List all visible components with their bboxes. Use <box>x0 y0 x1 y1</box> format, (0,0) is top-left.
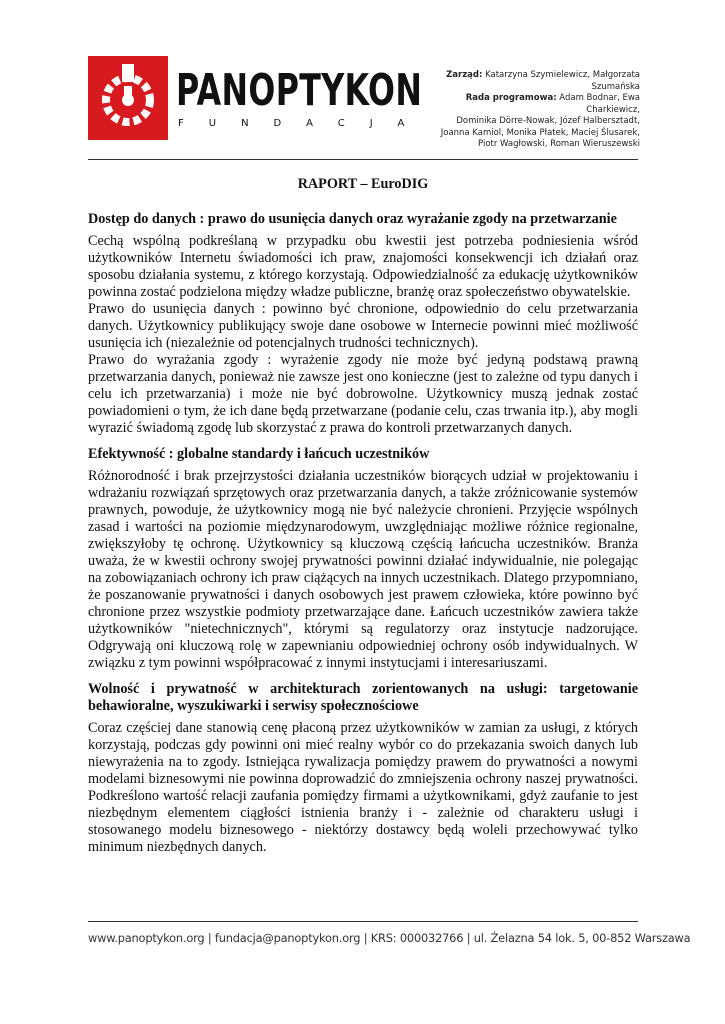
board-names: Piotr Wagłowski, Roman Wieruszewski <box>478 139 640 149</box>
section-paragraph: Prawo do wyrażania zgody : wyrażenie zgody nie może być jedyną podstawą prawną przetwarzania danych, ponieważ nie zawsze jest ono konieczne (jest to zależne od typu danych i celu ich przetwarzania) i może nie być dobrowolne. Użytkownicy muszą jednak zostać powiadomieni o tym, że ich dane będą przetwarzane (podanie celu, czas trwania itp.), aby mogli wyrazić świadomą zgodę lub skorzystać z prawa do kontroli przetwarzanych danych. <box>88 352 638 436</box>
board-line <box>410 139 640 151</box>
section-heading: Wolność i prywatność w architekturach zorientowanych na usługi: targetowanie behawioralne, wyszukiwarki i serwisy społecznościowe <box>88 681 638 714</box>
board-label: Zarząd: <box>446 70 483 80</box>
section-paragraph: Prawo do usunięcia danych : powinno być chronione, odpowiednio do celu przetwarzania danych. Użytkownicy publikujący swoje dane osobowe w Internecie powinni mieć możliwość usunięcia ich (niezależnie od potencjalnych trudności technicznych). <box>88 301 638 351</box>
section-heading: Dostęp do danych : prawo do usunięcia danych oraz wyrażanie zgody na przetwarzanie <box>88 211 617 227</box>
panoptykon-logo-icon <box>88 56 168 140</box>
footer-contact: www.panoptykon.org | fundacja@panoptykon.org | KRS: 000032766 | ul. Żelazna 54 lok. 5, 00-852 Warszawa <box>88 931 691 945</box>
board-line <box>410 93 640 116</box>
board-names: Dominika Dörre-Nowak, Józef Halbersztadt, <box>456 116 640 126</box>
section-paragraph: Różnorodność i brak przejrzystości działania uczestników biorących udział w projektowaniu i wdrażaniu rozwiązań sprzętowych oraz przetwarzania danych, a także zróżnicowanie systemów prawnych, powoduje, że użytkownicy mogą nie być należycie chronieni. Przyjęcie wspólnych zasad i wartości na poziomie międzynarodowym, uwzględniając możliwe różnice regionalne, zwiększyłoby tę ochronę. Użytkownicy są kluczową częścią łańcucha uczestników. Branża uważa, że w kwestii ochrony swojej prywatności powinni działać indywidualnie, nie polegając na zobowiązaniach ochrony ich praw ciążących na innych uczestnikach. Dlatego przypomniano, że poszanowanie prywatności i danych osobowych jest prawem człowieka, które powinno być chronione przez wszystkie podmioty przetwarzające dane. Łańcuch uczestników zawiera także użytkowników "nietechnicznych", którymi są regulatorzy oraz instytucje nadzorujące. Odgrywają oni kluczową rolę w zapewnianiu odpowiedniej ochrony osób indywidualnych. W związku z tym powinni współpracować z innymi instytucjami i interesariuszami. <box>88 468 638 671</box>
logo-wordmark: PANOPTYKON <box>176 65 423 116</box>
board-names: Joanna Kamiol, Monika Płatek, Maciej Ślusarek, <box>440 127 640 138</box>
board-members <box>410 70 640 151</box>
section-paragraph: Cechą wspólną podkreślaną w przypadku obu kwestii jest potrzeba podniesienia wśród użytkowników Internetu świadomości ich praw, znajomości konsekwencji ich działań oraz sposobu działania systemu, z którego korzystają. Odpowiedzialność za edukację użytkowników powinna zostać podzielona między władze publiczne, branżę oraz społeczeństwo obywatelskie. <box>88 233 638 300</box>
report-body <box>88 170 638 856</box>
board-line <box>410 128 640 140</box>
logo-subtext: FUNDACJA <box>178 118 430 129</box>
board-line <box>410 116 640 128</box>
board-label: Rada programowa: <box>465 93 557 103</box>
footer-divider <box>88 921 638 922</box>
report-title: RAPORT – EuroDIG <box>297 176 429 192</box>
letterhead <box>88 52 648 149</box>
board-names: Katarzyna Szymielewicz, Małgorzata Szumańska <box>482 70 640 92</box>
board-line <box>410 70 640 93</box>
board-names: Adam Bodnar, Ewa Charkiewicz, <box>556 93 640 115</box>
section-heading: Efektywność : globalne standardy i łańcuch uczestników <box>88 446 430 462</box>
header-divider <box>88 159 638 160</box>
section-paragraph: Coraz częściej dane stanowią cenę płaconą przez użytkowników w zamian za usługi, z których korzystają, podczas gdy powinni oni mieć realny wybór co do przekazania swoich danych lub niewyrażenia na to zgody. Istniejąca rywalizacja pomiędzy prawem do prywatności a nowymi modelami biznesowymi nie powinna doprowadzić do zmniejszenia ochrony naszej prywatności. Podkreślono wartość relacji zaufania pomiędzy firmami a użytkownikami, gdyż zaufanie to jest niezbędnym elementem ciągłości istnienia branży i - zależnie od charakteru usługi i stosowanego modelu biznesowego - niektórzy dostawcy będą woleli przechowywać tylko minimum niezbędnych danych. <box>88 720 638 855</box>
